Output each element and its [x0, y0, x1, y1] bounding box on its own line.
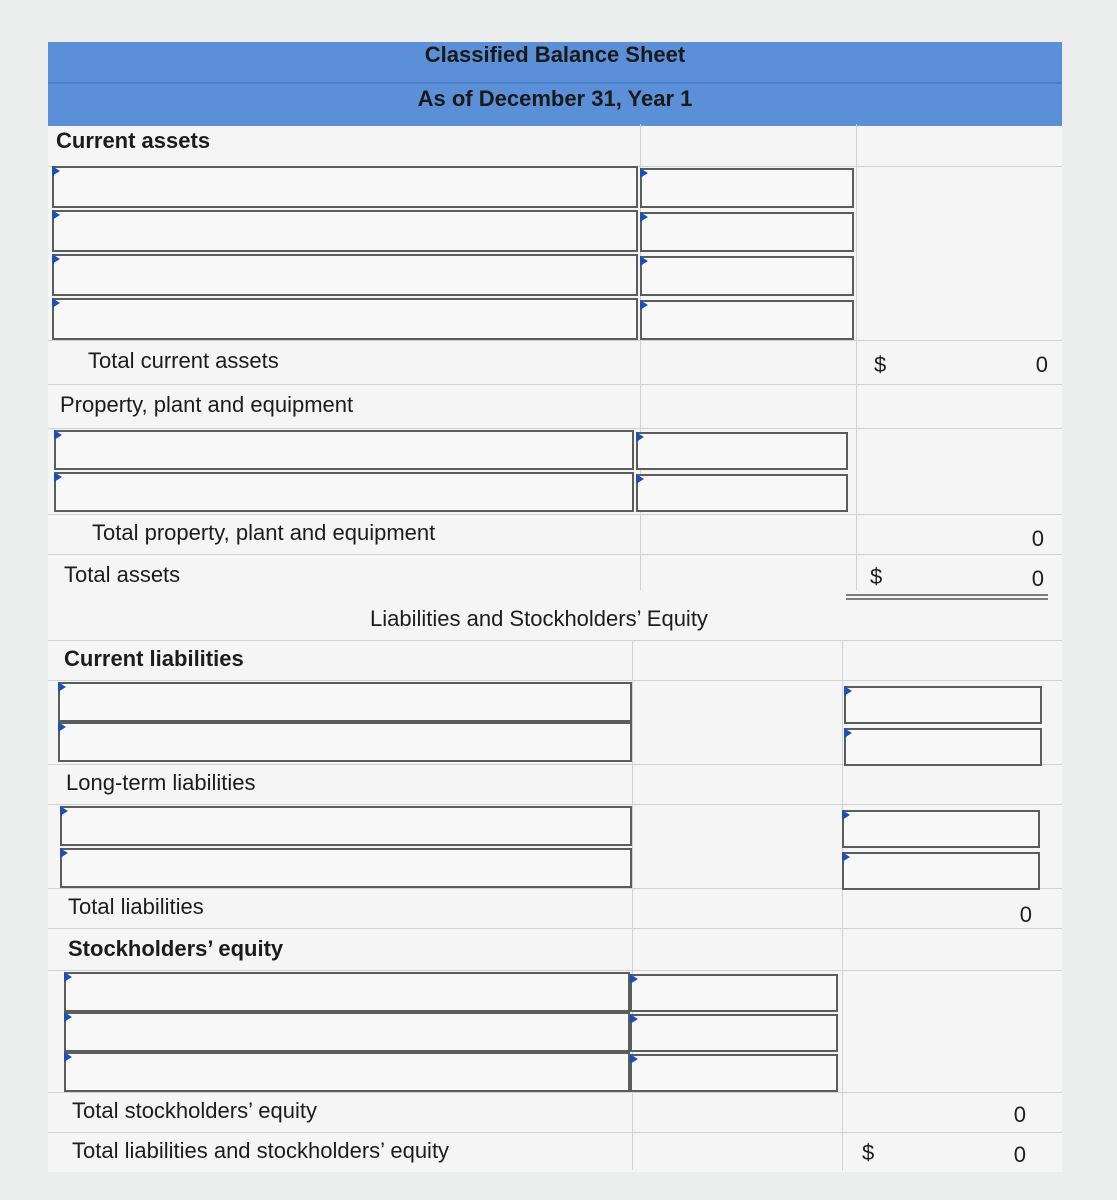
total-assets-currency: $ — [870, 564, 883, 589]
total-liabilities-equity-label: Total liabilities and stockholders’ equity — [72, 1138, 450, 1163]
total-current-assets-currency: $ — [874, 352, 887, 377]
total-liabilities-equity-currency: $ — [862, 1140, 875, 1165]
long-term-liability-amount-input-2[interactable] — [842, 852, 1040, 890]
current-liability-amount-input-2[interactable] — [844, 728, 1042, 766]
total-ppe-value: 0 — [1031, 526, 1044, 551]
liabilities-equity-heading: Liabilities and Stockholders’ Equity — [370, 606, 708, 631]
ppe-heading: Property, plant and equipment — [60, 392, 354, 417]
long-term-liability-name-input-1[interactable] — [60, 806, 632, 846]
total-liabilities-equity-value: 0 — [1013, 1142, 1026, 1167]
current-asset-name-input-3[interactable] — [52, 254, 638, 296]
current-liabilities-heading: Current liabilities — [64, 646, 244, 671]
long-term-liability-name-input-2[interactable] — [60, 848, 632, 888]
equity-amount-input-1[interactable] — [630, 974, 838, 1012]
ppe-name-input-1[interactable] — [54, 430, 634, 470]
current-asset-name-input-4[interactable] — [52, 298, 638, 340]
current-asset-amount-input-1[interactable] — [640, 168, 854, 208]
current-asset-amount-input-3[interactable] — [640, 256, 854, 296]
current-liability-name-input-1[interactable] — [58, 682, 632, 722]
ppe-amount-input-2[interactable] — [636, 474, 848, 512]
total-assets-value: 0 — [1031, 566, 1044, 591]
current-asset-name-input-1[interactable] — [52, 166, 638, 208]
current-asset-amount-input-2[interactable] — [640, 212, 854, 252]
ppe-amount-input-1[interactable] — [636, 432, 848, 470]
total-liabilities-value: 0 — [1019, 902, 1032, 927]
equity-name-input-2[interactable] — [64, 1012, 630, 1052]
current-asset-amount-input-4[interactable] — [640, 300, 854, 340]
total-liabilities-label: Total liabilities — [68, 894, 204, 919]
total-stockholders-equity-value: 0 — [1013, 1102, 1026, 1127]
equity-amount-input-3[interactable] — [630, 1054, 838, 1092]
equity-name-input-3[interactable] — [64, 1052, 630, 1092]
ppe-name-input-2[interactable] — [54, 472, 634, 512]
total-ppe-label: Total property, plant and equipment — [92, 520, 436, 545]
sheet-title: Classified Balance Sheet — [424, 42, 686, 67]
equity-amount-input-2[interactable] — [630, 1014, 838, 1052]
current-liability-amount-input-1[interactable] — [844, 686, 1042, 724]
long-term-liability-amount-input-1[interactable] — [842, 810, 1040, 848]
stockholders-equity-heading: Stockholders’ equity — [68, 936, 284, 961]
sheet-subtitle: As of December 31, Year 1 — [417, 86, 693, 111]
total-stockholders-equity-label: Total stockholders’ equity — [72, 1098, 317, 1123]
long-term-liabilities-heading: Long-term liabilities — [66, 770, 256, 795]
current-assets-heading: Current assets — [56, 128, 211, 153]
total-current-assets-label: Total current assets — [88, 348, 279, 373]
current-asset-name-input-2[interactable] — [52, 210, 638, 252]
current-liability-name-input-2[interactable] — [58, 722, 632, 762]
equity-name-input-1[interactable] — [64, 972, 630, 1012]
total-current-assets-value: 0 — [1035, 352, 1048, 377]
total-assets-label: Total assets — [64, 562, 181, 587]
